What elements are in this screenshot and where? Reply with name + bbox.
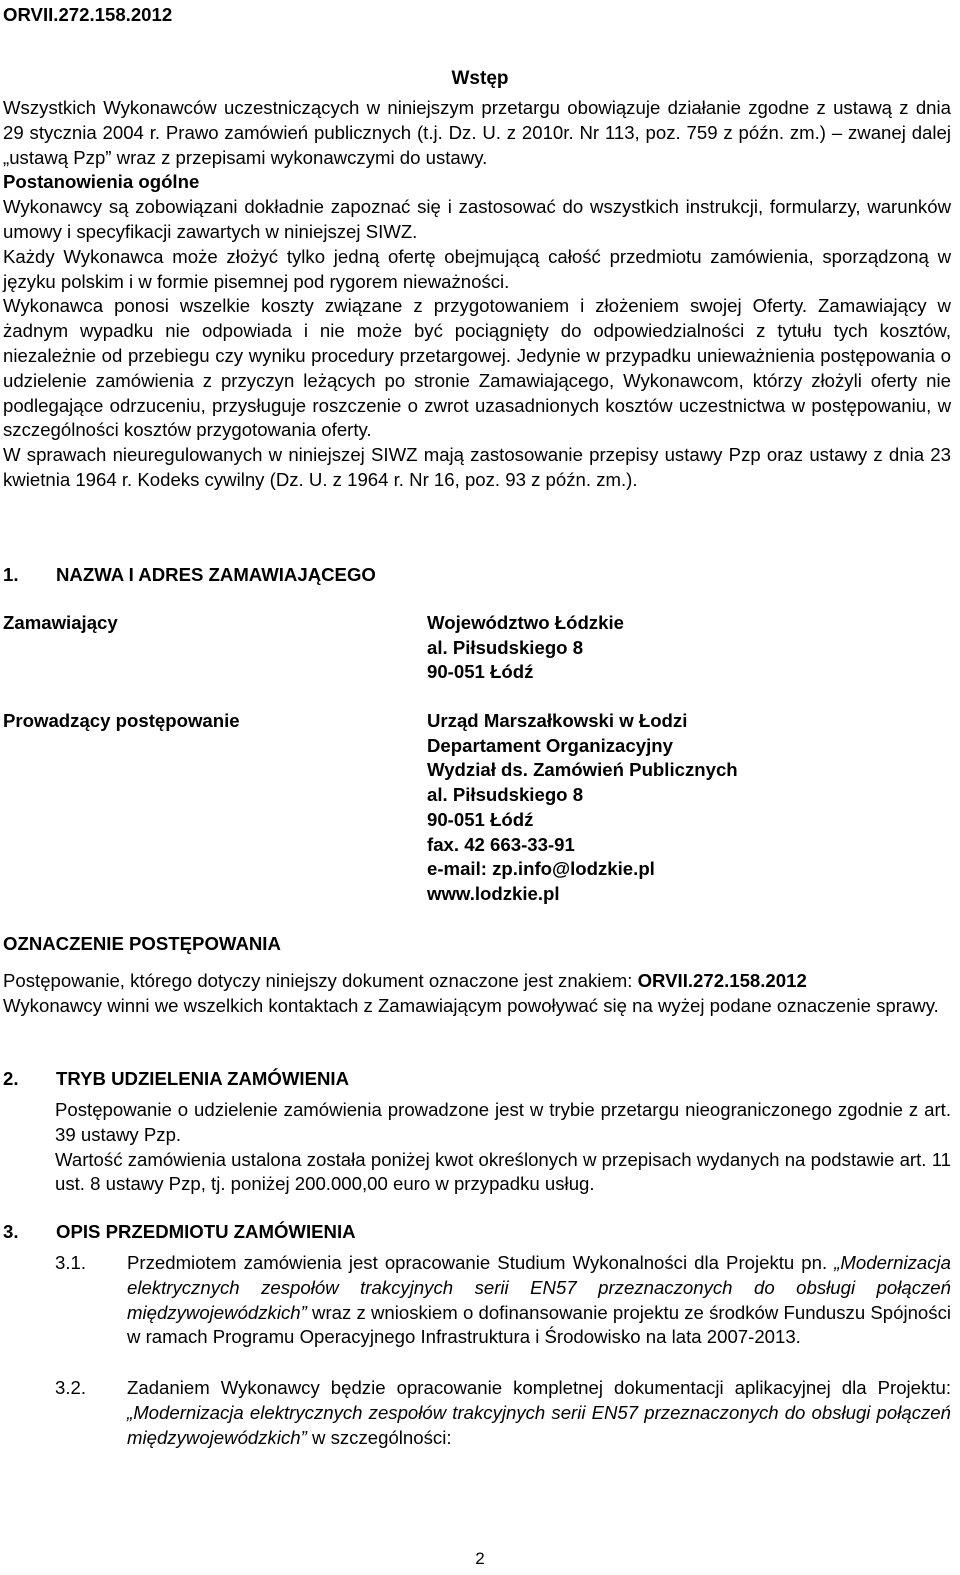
text-part: w szczególności: [306, 1426, 452, 1448]
intro-block [3, 96, 951, 493]
general-paragraph-1: Wykonawcy są zobowiązani dokładnie zapoznać się i zastosować do wszystkich instrukcji, formularzy, warunków umowy i specyfikacji zawartych w niniejszej SIWZ. [3, 196, 951, 242]
project-name: „Modernizacja elektrycznych zespołów trakcyjnych serii EN57 przeznaczonych do obsługi połączeń międzywojewódzkich” [127, 1252, 951, 1323]
address-line: Wydział ds. Zamówień Publicznych [427, 759, 738, 781]
general-paragraph-3: Wykonawca ponosi wszelkie koszty związane z przygotowaniem i złożeniem swojej Oferty. Zamawiający w żadnym wypadku nie odpowiada i nie może być pociągnięty do odpowiedzialności z tytułu tych kosztów, niezależnie od przebiegu czy wyniku procedury przetargowej. Jedynie w przypadku unieważnienia postępowania o udzielenie zamówienia z przyczyn leżących po stronie Zamawiającego, Wykonawcom, którzy złożyli oferty nie podlegające odrzuceniu, przysługuje roszczenie o zwrot uzasadnionych kosztów uczestnictwa w postępowaniu, w szczególności kosztów przygotowania oferty. [3, 295, 951, 441]
address-line: Województwo Łódzkie [427, 612, 624, 633]
section-title: OPIS PRZEDMIOTU ZAMÓWIENIA [56, 1221, 356, 1242]
section-title: TRYB UDZIELENIA ZAMÓWIENIA [56, 1068, 350, 1089]
intro-heading: Wstęp [451, 68, 509, 89]
subsection-number: 3.2. [55, 1377, 87, 1398]
marking-block [3, 969, 951, 1019]
address-line: al. Piłsudskiego 8 [427, 784, 584, 806]
text-part: Zadaniem Wykonawcy będzie opracowanie kompletnej dokumentacji aplikacyjnej dla Projektu: [127, 1377, 951, 1398]
subsection-text [127, 1251, 951, 1350]
conductor-address [427, 709, 738, 907]
subsection-text [127, 1376, 951, 1450]
address-line: Urząd Marszałkowski w Łodzi [427, 710, 688, 731]
document-reference: ORVII.272.158.2012 [3, 4, 173, 25]
buyer-address [427, 611, 624, 685]
section-title: NAZWA I ADRES ZAMAWIAJĄCEGO [56, 564, 376, 585]
marking-label: OZNACZENIE POSTĘPOWANIA [3, 933, 281, 954]
marking-paragraph [3, 969, 951, 994]
procedure-paragraph: Postępowanie o udzielenie zamówienia prowadzone jest w trybie przetargu nieograniczonego zgodnie z art. 39 ustawy Pzp. [55, 1099, 951, 1145]
general-paragraph-2: Każdy Wykonawca może złożyć tylko jedną ofertę obejmującą całość przedmiotu zamówienia, sporządzoną w języku polskim i w formie pisemnej pod rygorem nieważności. [3, 245, 951, 292]
email-line: e-mail: zp.info@lodzkie.pl [427, 858, 655, 880]
general-paragraph-4: W sprawach nieuregulowanych w niniejszej SIWZ mają zastosowanie przepisy ustawy Pzp oraz ustawy z dnia 23 kwietnia 1964 r. Kodeks cywilny (Dz. U. z 1964 r. Nr 16, poz. 93 z późn. zm.). [3, 444, 951, 490]
address-line: 90-051 Łódź [427, 661, 534, 683]
section-number: 1. [3, 564, 19, 585]
address-line: fax. 42 663-33-91 [427, 833, 575, 855]
website-line: www.lodzkie.pl [427, 882, 560, 904]
conductor-label: Prowadzący postępowanie [3, 710, 240, 731]
value-paragraph: Wartość zamówienia ustalona została poniżej kwot określonych w przepisach wydanych na podstawie art. 11 ust. 8 ustawy Pzp, tj. poniżej 200.000,00 euro w przypadku usług. [55, 1148, 951, 1195]
page-number: 2 [475, 1549, 485, 1568]
section-2-body [55, 1098, 951, 1197]
intro-paragraph: Wszystkich Wykonawców uczestniczących w niniejszym przetargu obowiązuje działanie zgodne z ustawą z dnia 29 stycznia 2004 r. Prawo zamówień publicznych (t.j. Dz. U. z 2010r. Nr 113, poz. 759 z późn. zm.) – zwanej dalej „ustawą Pzp” wraz z przepisami wykonawczymi do ustawy. [3, 97, 951, 168]
marking-code: ORVII.272.158.2012 [637, 970, 807, 991]
marking-text: Postępowanie, którego dotyczy niniejszy dokument oznaczone jest znakiem: [3, 970, 638, 991]
section-number: 3. [3, 1221, 19, 1242]
subsection-number: 3.1. [55, 1252, 87, 1273]
buyer-label: Zamawiający [3, 612, 118, 633]
text-part: wraz z wnioskiem o dofinansowanie projektu ze środków Funduszu Spójności w ramach Programu Operacyjnego Infrastruktura i Środowisko na lata 2007-2013. [127, 1301, 951, 1348]
project-name: „Modernizacja elektrycznych zespołów trakcyjnych serii EN57 przeznaczonych do obsługi połączeń międzywojewódzkich” [127, 1401, 951, 1448]
general-provisions-heading: Postanowienia ogólne [3, 171, 200, 193]
marking-paragraph-2: Wykonawcy winni we wszelkich kontaktach z Zamawiającym powoływać się na wyżej podane oznaczenie sprawy. [3, 994, 939, 1016]
address-line: Departament Organizacyjny [427, 734, 673, 756]
address-line: 90-051 Łódź [427, 808, 534, 830]
address-line: al. Piłsudskiego 8 [427, 636, 584, 658]
section-number: 2. [3, 1068, 19, 1089]
text-part: Przedmiotem zamówienia jest opracowanie Studium Wykonalności dla Projektu pn. [127, 1252, 835, 1273]
